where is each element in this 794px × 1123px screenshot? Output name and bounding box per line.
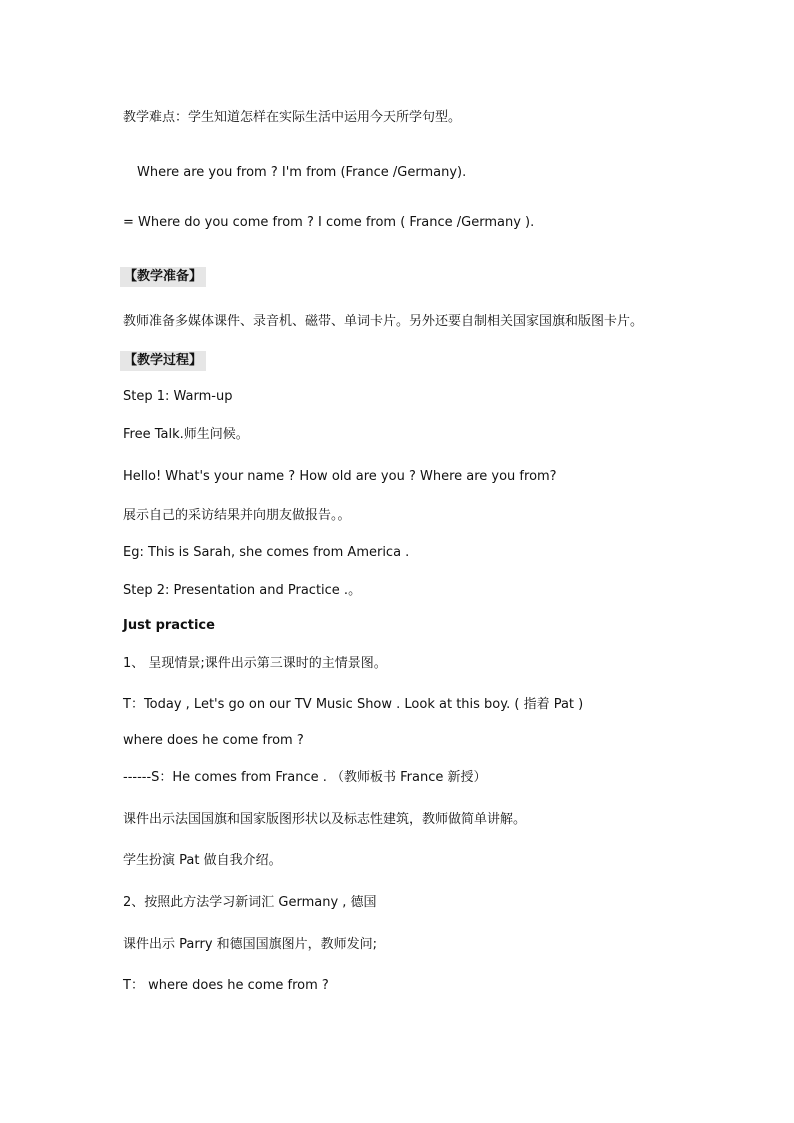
free-talk: Free Talk.师生问候。 (123, 427, 249, 442)
preparation-body: 教师准备多媒体课件、录音机、磁带、单词卡片。另外还要自制相关国家国旗和版图卡片。 (123, 314, 644, 329)
example-sentence: Eg: This is Sarah, she comes from America . (123, 545, 410, 560)
student-role-pat: 学生扮演 Pat 做自我介绍。 (123, 853, 282, 868)
sentence-pattern-1: Where are you from ? I'm from (France /Germany). (137, 165, 467, 180)
courseware-parry: 课件出示 Parry 和德国国旗图片，教师发问; (123, 937, 378, 952)
teacher-question: T： where does he come from ? (123, 978, 329, 993)
process-heading: 【教学过程】 (120, 351, 206, 371)
greeting-questions: Hello! What's your name ? How old are you ? Where are you from? (123, 469, 557, 484)
step-1: Step 1: Warm-up (123, 389, 233, 404)
report-instruction: 展示自己的采访结果并向朋友做报告。。 (123, 508, 351, 523)
preparation-heading: 【教学准备】 (120, 267, 206, 287)
courseware-france: 课件出示法国国旗和国家版图形状以及标志性建筑，教师做简单讲解。 (123, 812, 527, 827)
teaching-difficulty: 教学难点：学生知道怎样在实际生活中运用今天所学句型。 (123, 110, 462, 125)
sentence-pattern-2: = Where do you come from ? I come from ( France /Germany ). (123, 215, 535, 230)
step-2: Step 2: Presentation and Practice .。 (123, 583, 362, 598)
teacher-line-today: T：Today , Let's go on our TV Music Show . Look at this boy. ( 指着 Pat ) (123, 697, 584, 712)
practice-item-2: 2、按照此方法学习新词汇 Germany , 德国 (123, 895, 377, 910)
practice-item-1: 1、 呈现情景;课件出示第三课时的主情景图。 (123, 656, 387, 671)
just-practice-heading: Just practice (123, 618, 215, 633)
question-where-does: where does he come from ? (123, 733, 304, 748)
student-answer: ------S：He comes from France . （教师板书 France 新授） (123, 770, 487, 785)
